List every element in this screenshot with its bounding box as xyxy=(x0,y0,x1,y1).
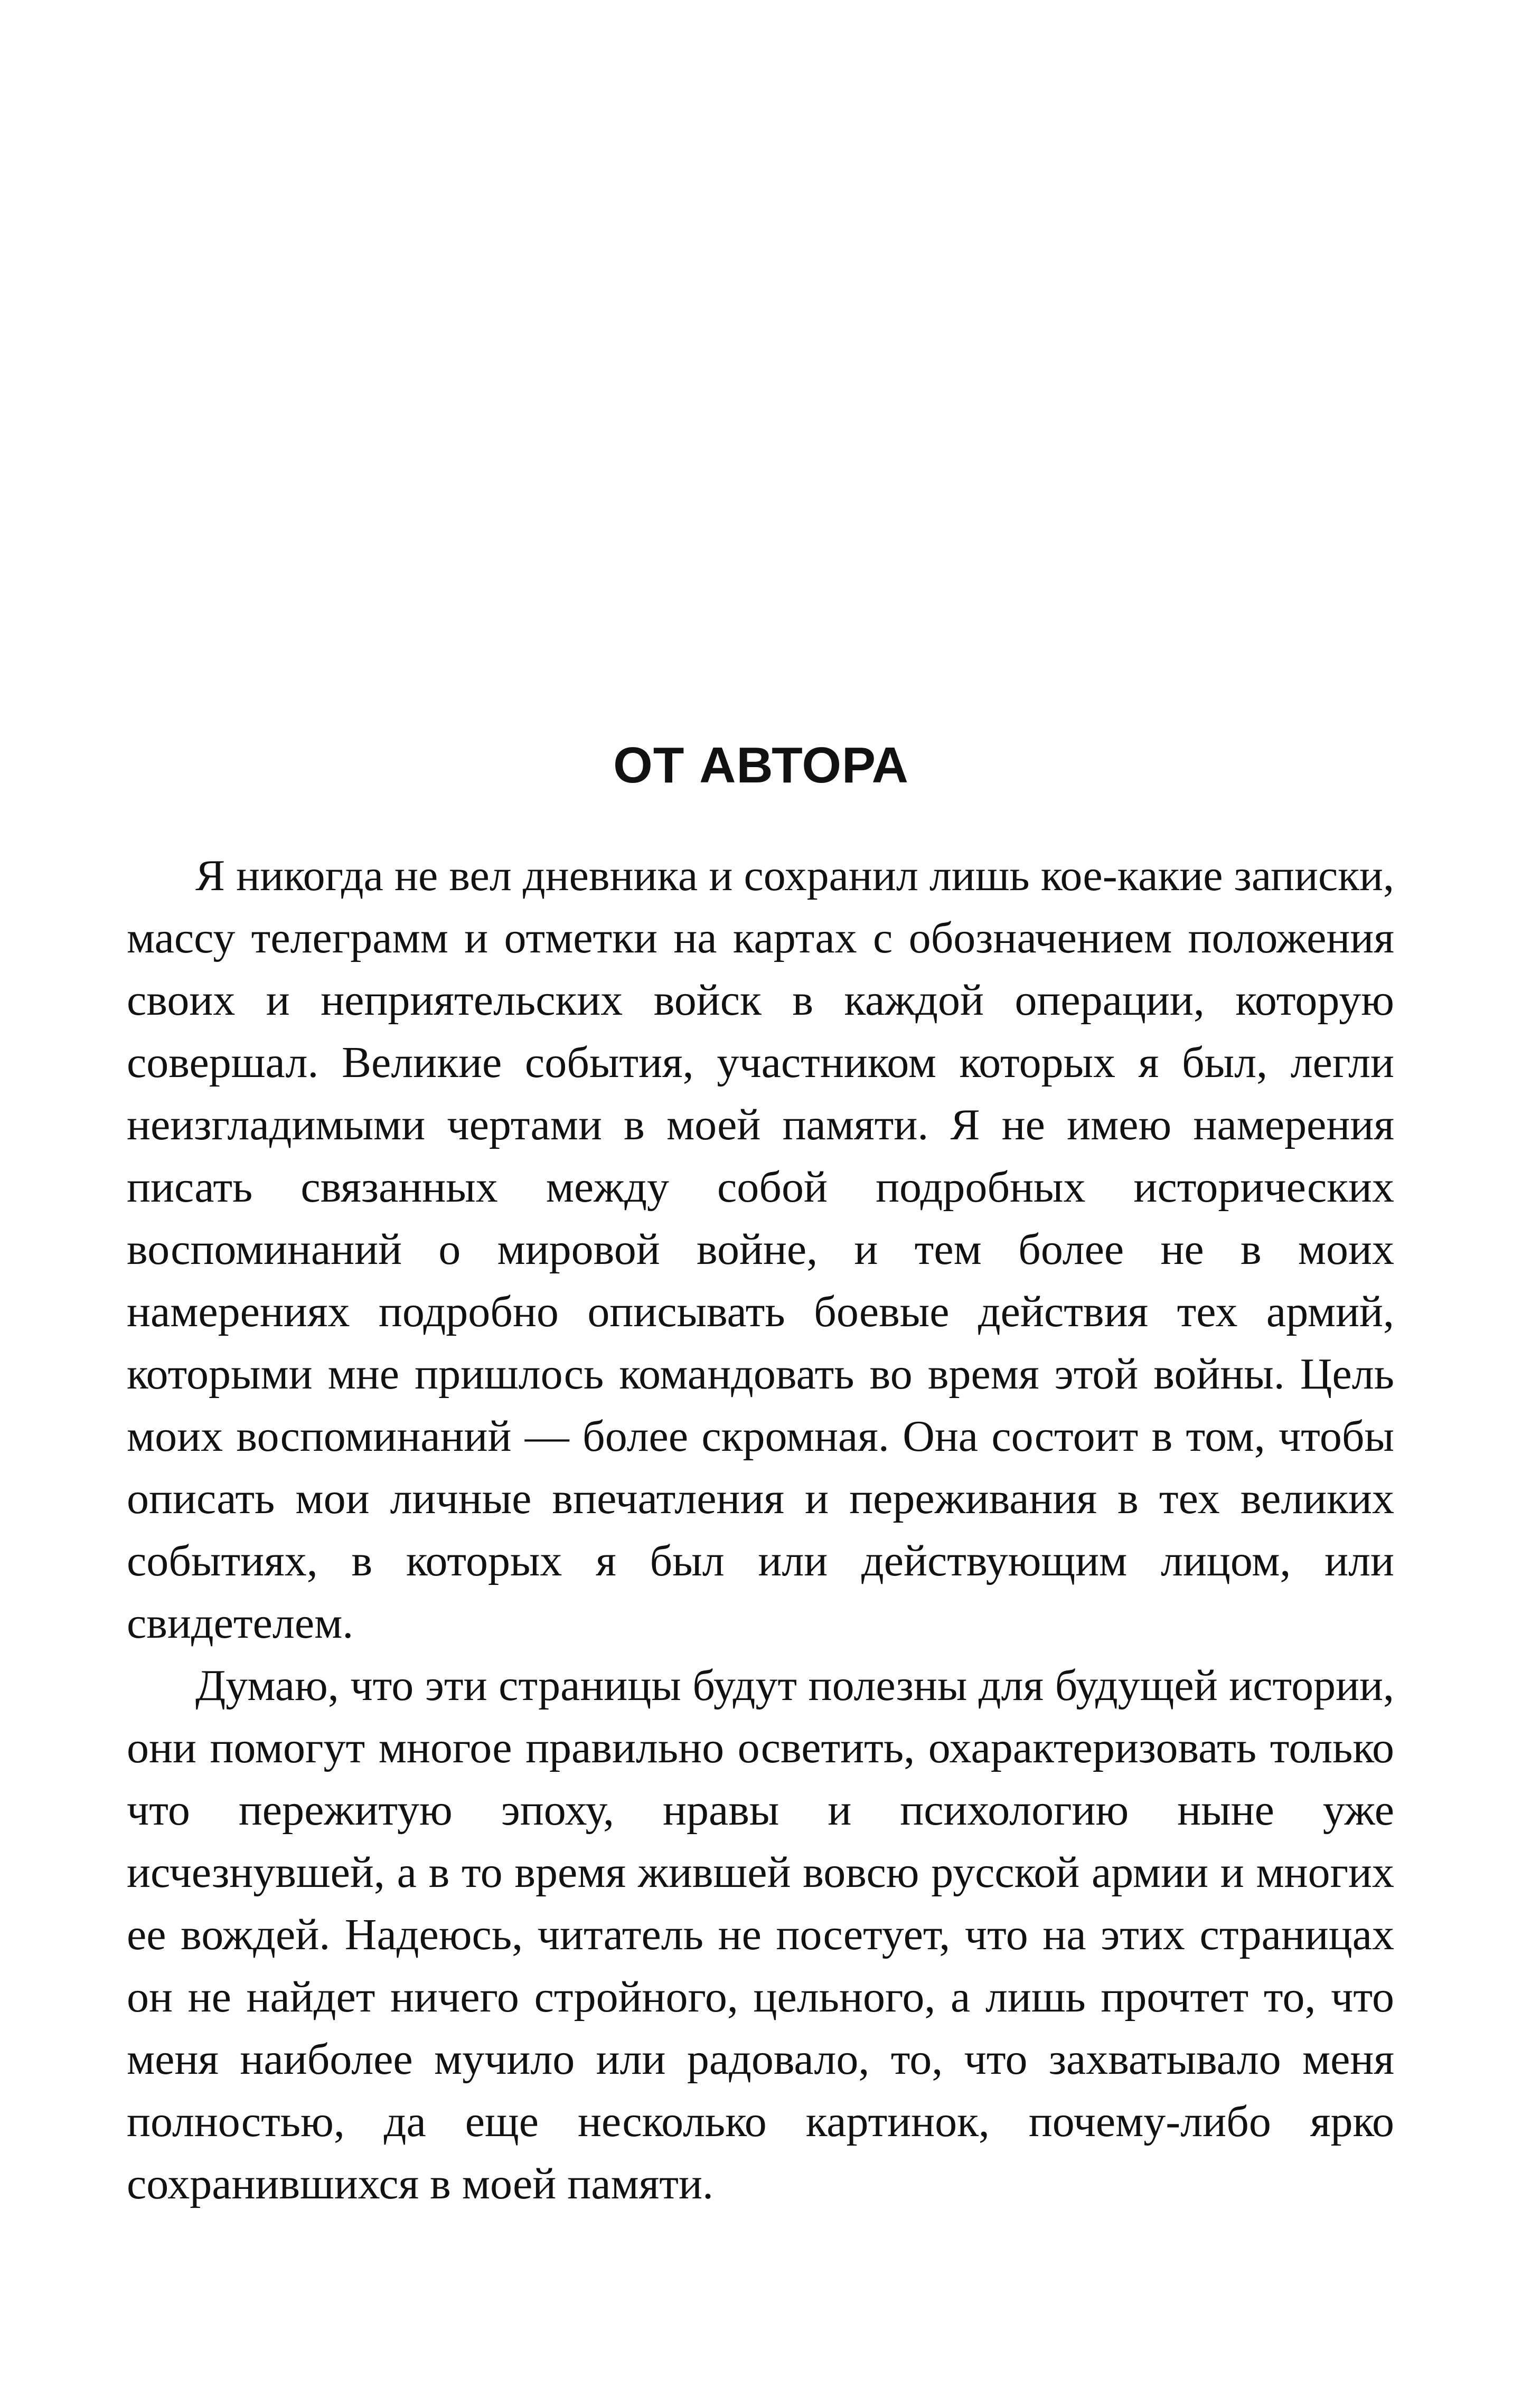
paragraph-1: Я никогда не вел дневника и сохранил лишь кое-какие записки, массу телеграмм и отметки на картах с обозначением положения своих и неприятельских войск в каждой операции, которую совершал. Великие события, участником которых я был, легли неизгладимыми чертами в моей памяти. Я не имею намерения писать связанных между собой подробных исторических воспоминаний о мировой войне, и тем более не в моих намерениях подробно описывать боевые действия тех армий, которыми мне пришлось командовать во время этой войны. Цель моих воспоминаний — более скромная. Она состоит в том, чтобы описать мои личные впечатления и переживания в тех великих событиях, в которых я был или действующим лицом, или свидетелем. xyxy=(127,851,1394,1648)
body-text xyxy=(127,845,1394,2215)
chapter-heading: ОТ АВТОРА xyxy=(613,737,909,794)
paragraph-2: Думаю, что эти страницы будут полезны для будущей истории, они помогут многое правильно осветить, охарактеризовать только что пережитую эпоху, нравы и психологию ныне уже исчезнувшей, а в то время жившей вовсю русской армии и многих ее вождей. Надеюсь, читатель не посетует, что на этих страницах он не найдет ничего стройного, цельного, а лишь прочтет то, что меня наиболее мучило или радовало, то, что захватывало меня полностью, да еще несколько картинок, почему-либо ярко сохранившихся в моей памяти. xyxy=(127,1661,1394,2208)
